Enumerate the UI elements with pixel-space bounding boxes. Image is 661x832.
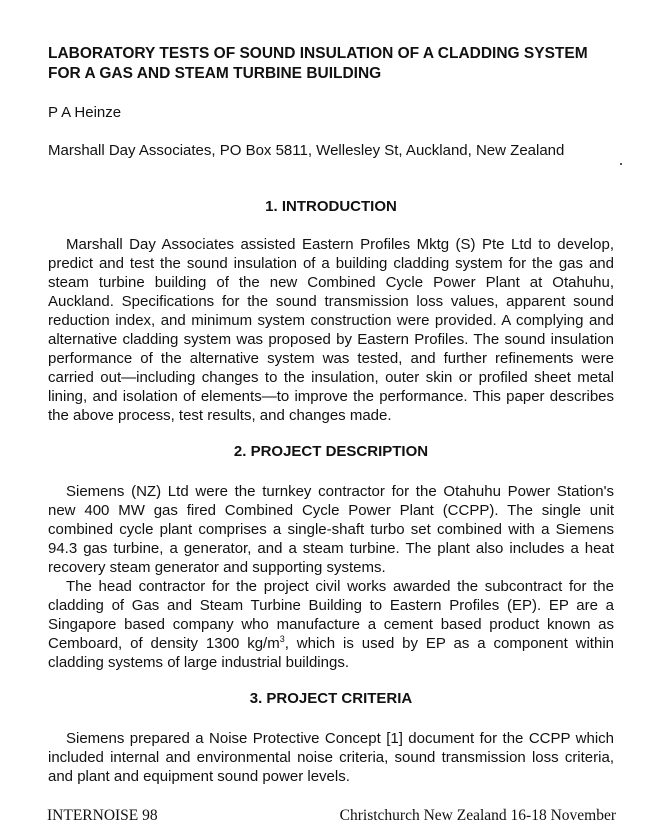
footer-location-date: Christchurch New Zealand 16-18 November: [339, 807, 616, 824]
scan-speck: [620, 163, 622, 165]
intro-paragraph: Marshall Day Associates assisted Eastern Profiles Mktg (S) Pte Ltd to develop, predict and test the sound insulation of a building cladding system for the gas and steam turbine building of the new Combined Cycle Power Plant at Otahuhu, Auckland. Specifications for the sound transmission loss values, apparent sound reduction index, and minimum system construction were provided. A complying and alternative cladding system was proposed by Eastern Profiles. The sound insulation performance of the alternative system was tested, and further refinements were carried out—including changes to the insulation, outer skin or profiled sheet metal lining, and isolation of elements—to improve the performance. This paper describes the above process, test results, and changes made.: [48, 236, 614, 424]
heading-introduction: 1. INTRODUCTION: [265, 198, 397, 215]
title-line-2: FOR A GAS AND STEAM TURBINE BUILDING: [48, 65, 382, 82]
superscript-3: 3: [279, 634, 285, 644]
footer-conference: INTERNOISE 98: [47, 807, 158, 824]
title-line-1: LABORATORY TESTS OF SOUND INSULATION OF A CLADDING SYSTEM: [48, 45, 588, 62]
project-paragraph-2-text: The head contractor for the project civil works awarded the subcontract for the cladding of Gas and Steam Turbine Building to Eastern Profiles (EP). EP are a Singapore based company who manufacture a cement based product known as Cemboard, of density 1300 kg/m: [48, 578, 614, 652]
heading-project-description: 2. PROJECT DESCRIPTION: [233, 443, 429, 460]
affiliation: Marshall Day Associates, PO Box 5811, Wellesley St, Auckland, New Zealand: [48, 142, 565, 159]
heading-project-criteria: 3. PROJECT CRITERIA: [249, 690, 413, 707]
project-paragraph-1: Siemens (NZ) Ltd were the turnkey contractor for the Otahuhu Power Station's new 400 MW gas fired Combined Cycle Power Plant (CCPP). The single unit combined cycle plant comprises a single-shaft turbo set combined with a Siemens 94.3 gas turbine, a generator, and a steam turbine. The plant also includes a heat recovery steam generator and supporting systems.: [48, 483, 614, 576]
paper-title: [48, 44, 628, 84]
project-paragraph-2: [48, 577, 614, 672]
criteria-paragraph: Siemens prepared a Noise Protective Concept [1] document for the CCPP which included internal and environmental noise criteria, sound transmission loss criteria, and plant and equipment sound power levels.: [48, 730, 614, 785]
author: P A Heinze: [48, 104, 122, 121]
project-paragraph-2-tail: , which is used by EP as a component within cladding systems of large industrial buildings.: [48, 635, 614, 671]
